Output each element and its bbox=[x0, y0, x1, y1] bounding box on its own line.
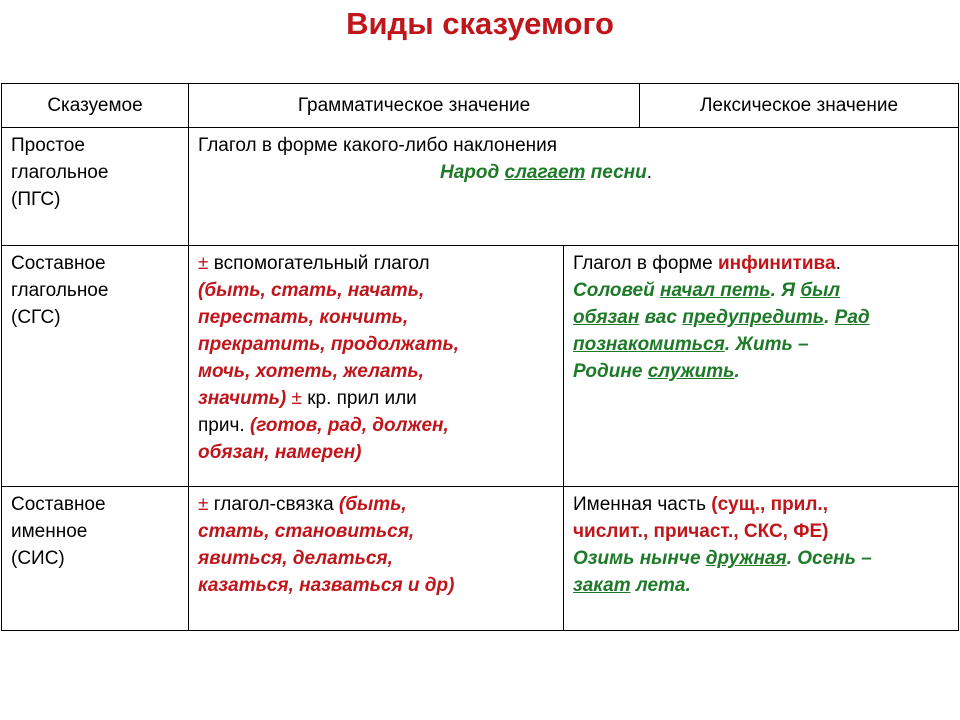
nominal-parts-list: (сущ., прил., bbox=[711, 494, 828, 515]
header-lexical-label: Лексическое значение bbox=[699, 94, 899, 116]
example-line bbox=[573, 304, 958, 331]
aux-verb-label: вспомогательный глагол bbox=[208, 253, 430, 274]
row-pgs-name bbox=[1, 127, 189, 246]
example-period: . bbox=[646, 162, 653, 183]
example-text: . bbox=[824, 307, 835, 328]
lex-lead: Именная часть bbox=[573, 494, 712, 515]
link-verb-list: казаться, назваться и др) bbox=[198, 575, 455, 596]
row-pgs-meaning bbox=[188, 127, 959, 246]
example-predicate: Рад bbox=[834, 307, 870, 328]
link-verb-label: глагол-связка bbox=[208, 494, 339, 515]
row-sis-name-line: (СИС) bbox=[11, 548, 65, 569]
example-text: песни bbox=[585, 162, 647, 183]
short-adj-label: прич. bbox=[198, 415, 250, 436]
row-pgs-example bbox=[198, 159, 958, 186]
row-sgs-name-line: Составное bbox=[11, 253, 106, 274]
row-sis-lexical bbox=[563, 486, 959, 631]
period: . bbox=[835, 253, 841, 274]
infinitive-label: инфинитива bbox=[717, 253, 836, 274]
page-title: Виды сказуемого bbox=[346, 6, 614, 41]
example-text: Соловей bbox=[573, 280, 660, 301]
example-predicate: был bbox=[800, 280, 841, 301]
link-verb-list: (быть, bbox=[338, 494, 407, 515]
header-grammatical-label: Грамматическое значение bbox=[297, 94, 531, 116]
example-predicate: познакомиться bbox=[573, 334, 725, 355]
example-text: Народ bbox=[440, 162, 505, 183]
row-sgs-lexical bbox=[563, 245, 959, 487]
aux-verb-list-line: значить) bbox=[198, 388, 287, 409]
example-text: . bbox=[734, 361, 740, 382]
link-verb-list: явиться, делаться, bbox=[198, 548, 393, 569]
example-text: Озимь нынче bbox=[573, 548, 706, 569]
plus-minus-icon: ± bbox=[291, 388, 302, 409]
plus-minus-icon: ± bbox=[198, 494, 209, 515]
row-sgs-name bbox=[1, 245, 189, 487]
short-adj-label: кр. прил или bbox=[301, 388, 417, 409]
example-line bbox=[573, 277, 958, 304]
example-text: . Жить – bbox=[724, 334, 809, 355]
row-pgs-name-line: глагольное bbox=[11, 162, 109, 183]
row-pgs-description: Глагол в форме какого-либо наклонения bbox=[198, 135, 558, 156]
example-predicate: начал петь bbox=[659, 280, 771, 301]
row-sis-grammatical bbox=[188, 486, 564, 631]
aux-verb-list-line: перестать, кончить, bbox=[198, 307, 409, 328]
example-predicate: предупредить bbox=[682, 307, 825, 328]
aux-verb-list-line: прекратить, продолжать, bbox=[198, 334, 460, 355]
example-text: . Я bbox=[770, 280, 801, 301]
row-sgs-grammatical bbox=[188, 245, 564, 487]
example-line bbox=[573, 572, 958, 599]
lex-lead: Глагол в форме bbox=[573, 253, 718, 274]
row-sgs-name-line: (СГС) bbox=[11, 307, 61, 328]
example-predicate: обязан bbox=[573, 307, 640, 328]
example-predicate: служить bbox=[647, 361, 735, 382]
example-text: Родине bbox=[573, 361, 648, 382]
row-pgs-name-line: (ПГС) bbox=[11, 189, 61, 210]
header-predicate-label: Сказуемое bbox=[47, 94, 143, 116]
header-predicate bbox=[1, 83, 189, 128]
row-pgs-name-line: Простое bbox=[11, 135, 85, 156]
header-grammatical bbox=[188, 83, 640, 128]
row-sis-name bbox=[1, 486, 189, 631]
aux-verb-list-line: (быть, стать, начать, bbox=[198, 280, 425, 301]
example-line bbox=[573, 331, 958, 358]
example-line bbox=[573, 358, 958, 385]
aux-verb-list-line: мочь, хотеть, желать, bbox=[198, 361, 424, 382]
example-line bbox=[573, 545, 958, 572]
example-text: . Осень – bbox=[786, 548, 872, 569]
nominal-parts-list: числит., причаст., СКС, ФЕ) bbox=[573, 521, 829, 542]
example-text: лета. bbox=[630, 575, 691, 596]
example-predicate: дружная bbox=[705, 548, 787, 569]
row-sis-name-line: именное bbox=[11, 521, 88, 542]
plus-minus-icon: ± bbox=[198, 253, 209, 274]
example-predicate: закат bbox=[573, 575, 631, 596]
link-verb-list: стать, становиться, bbox=[198, 521, 415, 542]
short-adj-list: обязан, намерен) bbox=[198, 442, 362, 463]
example-text: вас bbox=[639, 307, 683, 328]
row-sis-name-line: Составное bbox=[11, 494, 106, 515]
header-lexical bbox=[639, 83, 959, 128]
example-predicate: слагает bbox=[504, 162, 586, 183]
row-sgs-name-line: глагольное bbox=[11, 280, 109, 301]
short-adj-list: (готов, рад, должен, bbox=[249, 415, 449, 436]
